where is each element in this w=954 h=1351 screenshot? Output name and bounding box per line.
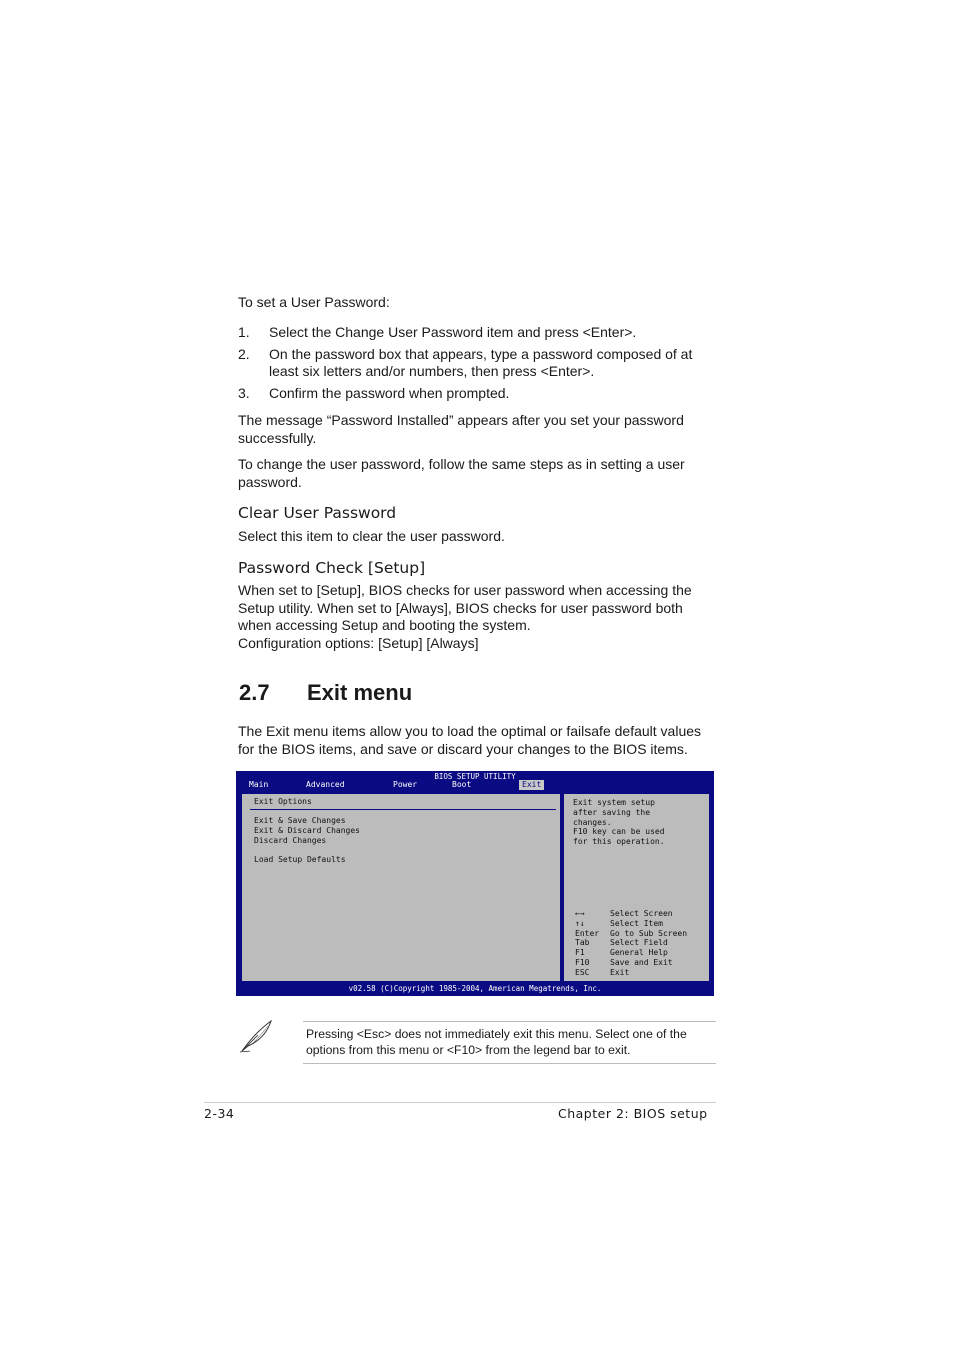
legend-row: [575, 909, 687, 919]
step-text: Select the Change User Password item and press <Enter>.: [269, 324, 637, 340]
help-line: changes.: [573, 817, 612, 827]
legend-row: [575, 938, 687, 948]
options-heading: Exit Options: [254, 797, 312, 806]
step-number: 2.: [238, 345, 250, 362]
step-number: 1.: [238, 324, 250, 340]
section-title: Exit menu: [307, 680, 413, 705]
text-line: when accessing Setup and booting the system.: [238, 617, 531, 633]
text-line: Setup utility. When set to [Always], BIOS checks for user password both: [238, 599, 683, 616]
legend-key: Enter: [575, 928, 600, 938]
legend-row: [575, 919, 687, 929]
bios-title: BIOS SETUP UTILITY: [434, 772, 516, 781]
text-line: successfully.: [238, 429, 317, 446]
clear-password-text: Select this item to clear the user password.: [238, 528, 505, 544]
legend-desc: General Help: [610, 948, 668, 958]
clear-password-heading: Clear User Password: [238, 504, 397, 522]
key-legend: [575, 909, 687, 978]
up-down-arrows-icon: ↑↓: [575, 918, 585, 928]
step-text: Confirm the password when prompted.: [269, 384, 510, 401]
legend-desc: Exit: [610, 967, 630, 977]
step-line: On the password box that appears, type a password composed of at: [269, 345, 693, 362]
chapter-label: Chapter 2: BIOS setup: [558, 1106, 708, 1121]
list-item: [238, 346, 718, 381]
tab-power[interactable]: Power: [393, 780, 418, 789]
list-item: [238, 385, 718, 403]
legend-desc: Save and Exit: [610, 957, 673, 967]
step-number: 3.: [238, 384, 250, 401]
text-line: When set to [Setup], BIOS checks for user password when accessing the: [238, 582, 692, 598]
left-right-arrows-icon: ←→: [575, 909, 585, 918]
text-line: To change the user password, follow the same steps as in setting a user: [238, 456, 685, 472]
legend-key: F10: [575, 957, 590, 967]
text-line: Configuration options: [Setup] [Always]: [238, 634, 479, 651]
legend-row: [575, 948, 687, 958]
section-heading: [239, 680, 413, 706]
text-line: The Exit menu items allow you to load the optimal or failsafe default values: [238, 723, 702, 739]
text-line: The message “Password Installed” appears after you set your password: [238, 412, 684, 428]
menu-item-exit-save[interactable]: Exit & Save Changes: [254, 816, 346, 825]
section-text: [238, 723, 701, 758]
feather-pen-icon: [238, 1018, 274, 1054]
paragraph-change: [238, 456, 685, 491]
text-line: for the BIOS items, and save or discard your changes to the BIOS items.: [238, 740, 688, 757]
legend-desc: Select Field: [610, 938, 668, 948]
note-bottom-rule: [303, 1063, 716, 1064]
menu-item-load-defaults[interactable]: Load Setup Defaults: [254, 855, 346, 864]
help-line: for this operation.: [573, 837, 665, 847]
password-check-heading: Password Check [Setup]: [238, 559, 426, 577]
help-line: F10 key can be used: [573, 827, 665, 837]
list-item: [238, 324, 718, 342]
legend-key: Tab: [575, 938, 590, 948]
note-text: [306, 1027, 687, 1058]
legend-row: [575, 929, 687, 939]
menu-item-exit-discard[interactable]: Exit & Discard Changes: [254, 826, 360, 835]
tab-boot[interactable]: Boot: [452, 780, 472, 789]
bios-copyright: v02.58 (C)Copyright 1985-2004, American Megatrends, Inc.: [348, 984, 602, 993]
legend-desc: Select Screen: [610, 909, 673, 918]
tab-advanced[interactable]: Advanced: [306, 780, 345, 789]
note-top-rule: [303, 1021, 716, 1022]
steps-list: [238, 324, 718, 402]
step-line: least six letters and/or numbers, then press <Enter>.: [269, 363, 595, 379]
legend-row: [575, 958, 687, 968]
page-number: 2-34: [204, 1106, 235, 1121]
legend-desc: Go to Sub Screen: [610, 928, 688, 938]
text-line: password.: [238, 473, 302, 490]
menu-item-discard-changes[interactable]: Discard Changes: [254, 836, 327, 845]
paragraph-installed: [238, 412, 684, 447]
bios-screen: [236, 771, 714, 996]
legend-row: [575, 968, 687, 978]
intro-text: To set a User Password:: [238, 294, 390, 310]
section-number: 2.7: [239, 680, 270, 705]
help-line: after saving the: [573, 807, 651, 817]
options-divider: [250, 809, 556, 810]
tab-exit[interactable]: Exit: [519, 780, 544, 790]
tab-main[interactable]: Main: [249, 780, 269, 789]
step-text: [269, 346, 709, 381]
text-line: options from this menu or <F10> from the legend bar to exit.: [306, 1042, 631, 1057]
legend-key: ESC: [575, 967, 590, 977]
footer-rule: [204, 1102, 716, 1103]
password-check-text: [238, 582, 692, 652]
text-line: Pressing <Esc> does not immediately exit this menu. Select one of the: [306, 1027, 687, 1041]
legend-desc: Select Item: [610, 918, 663, 928]
help-panel: [562, 792, 711, 983]
legend-key: F1: [575, 948, 585, 958]
help-line: Exit system setup: [573, 798, 655, 807]
options-panel: [240, 792, 562, 983]
help-text: [573, 798, 665, 847]
bios-body: [239, 791, 710, 984]
